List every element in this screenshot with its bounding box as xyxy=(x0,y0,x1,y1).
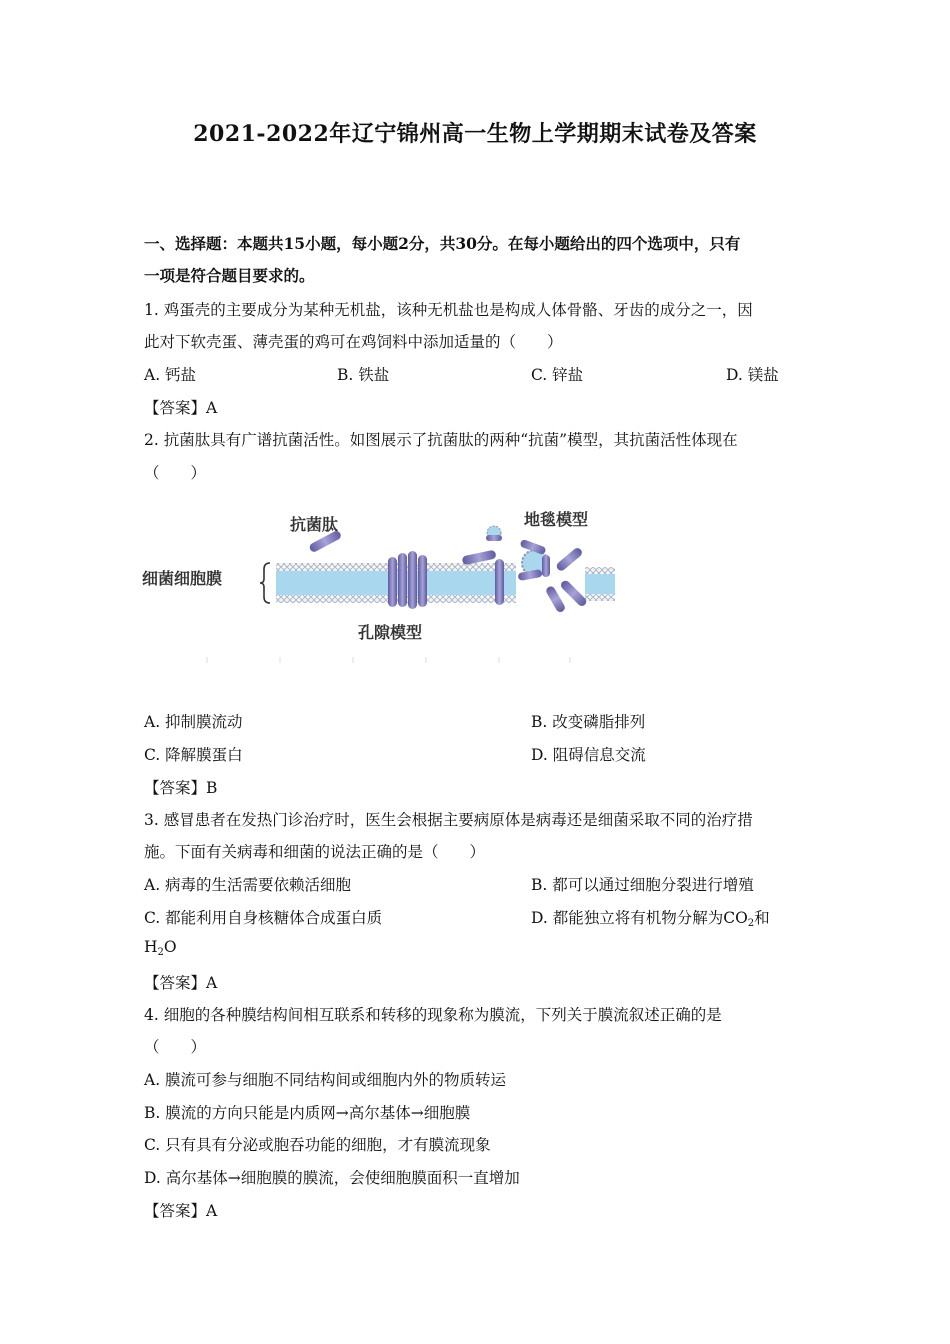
q4-answer: 【答案】A xyxy=(144,1202,218,1220)
q3-option-d: D. 都能独立将有机物分解为$CO_2$和 xyxy=(531,909,770,929)
q1-option-c: C. 锌盐 xyxy=(531,366,584,384)
q3-option-d-cont: $H_2O$ xyxy=(144,938,177,958)
q4-option-c: C. 只有具有分泌或胞吞功能的细胞，才有膜流现象 xyxy=(144,1136,491,1154)
q2-option-c: C. 降解膜蛋白 xyxy=(144,746,243,764)
membrane-brace xyxy=(260,563,270,603)
figure-label-carpet: 地毯模型 xyxy=(524,510,589,529)
q2-option-a: A. 抑制膜流动 xyxy=(144,713,243,731)
q3-option-c: C. 都能利用自身核糖体合成蛋白质 xyxy=(144,909,383,927)
q1-stem-cont: 此对下软壳蛋、薄壳蛋的鸡可在鸡饲料中添加适量的（ ） xyxy=(144,333,563,351)
bilayer-right xyxy=(585,567,615,601)
q3-stem-cont: 施。下面有关病毒和细菌的说法正确的是（ ） xyxy=(144,843,486,861)
q4-option-b: B. 膜流的方向只能是内质网→高尔基体→细胞膜 xyxy=(144,1104,471,1122)
peptide-vertical xyxy=(495,559,504,605)
q1-answer: 【答案】A xyxy=(144,399,218,417)
q3-option-b: B. 都可以通过细胞分裂进行增殖 xyxy=(531,876,754,894)
q2-answer: 【答案】B xyxy=(144,779,218,797)
q2-stem-cont: （ ） xyxy=(144,464,207,482)
q3-stem: 3. 感冒患者在发热门诊治疗时，医生会根据主要病原体是病毒还是细菌采取不同的治疗措 xyxy=(144,811,753,829)
q2-stem: 2. 抗菌肽具有广谱抗菌活性。如图展示了抗菌肽的两种“抗菌”模型，其抗菌活性体现在 xyxy=(144,431,738,449)
section-heading-cont: 一项是符合题目要求的。 xyxy=(144,266,315,285)
q1-stem: 1. 鸡蛋壳的主要成分为某种无机盐，该种无机盐也是构成人体骨骼、牙齿的成分之一，因 xyxy=(144,301,753,319)
figure-label-peptide: 抗菌肽 xyxy=(290,515,339,534)
q4-option-a: A. 膜流可参与细胞不同结构间或细胞内外的物质转运 xyxy=(144,1071,507,1089)
q1-option-a: A. 钙盐 xyxy=(144,366,197,384)
page-title: 2021-2022年辽宁锦州高一生物上学期期末试卷及答案 xyxy=(193,121,757,147)
figure-label-pore: 孔隙模型 xyxy=(358,623,423,642)
q2-option-b: B. 改变磷脂排列 xyxy=(531,713,646,731)
membrane-figure xyxy=(140,495,630,675)
figure-ticks xyxy=(207,657,570,663)
section-heading: 一、选择题：本题共15小题，每小题2分，共30分。在每小题给出的四个选项中，只有 xyxy=(144,234,741,253)
figure-label-membrane: 细菌细胞膜 xyxy=(142,569,223,588)
q4-option-d: D. 高尔基体→细胞膜的膜流，会使细胞膜面积一直增加 xyxy=(144,1169,520,1187)
q3-option-a: A. 病毒的生活需要依赖活细胞 xyxy=(144,876,352,894)
q4-stem: 4. 细胞的各种膜结构间相互联系和转移的现象称为膜流，下列关于膜流叙述正确的是 xyxy=(144,1006,722,1024)
q1-option-b: B. 铁盐 xyxy=(337,366,390,384)
q2-option-d: D. 阻碍信息交流 xyxy=(531,746,646,764)
q1-option-d: D. 镁盐 xyxy=(726,366,779,384)
q4-stem-cont: （ ） xyxy=(144,1038,207,1056)
q3-answer: 【答案】A xyxy=(144,974,218,992)
